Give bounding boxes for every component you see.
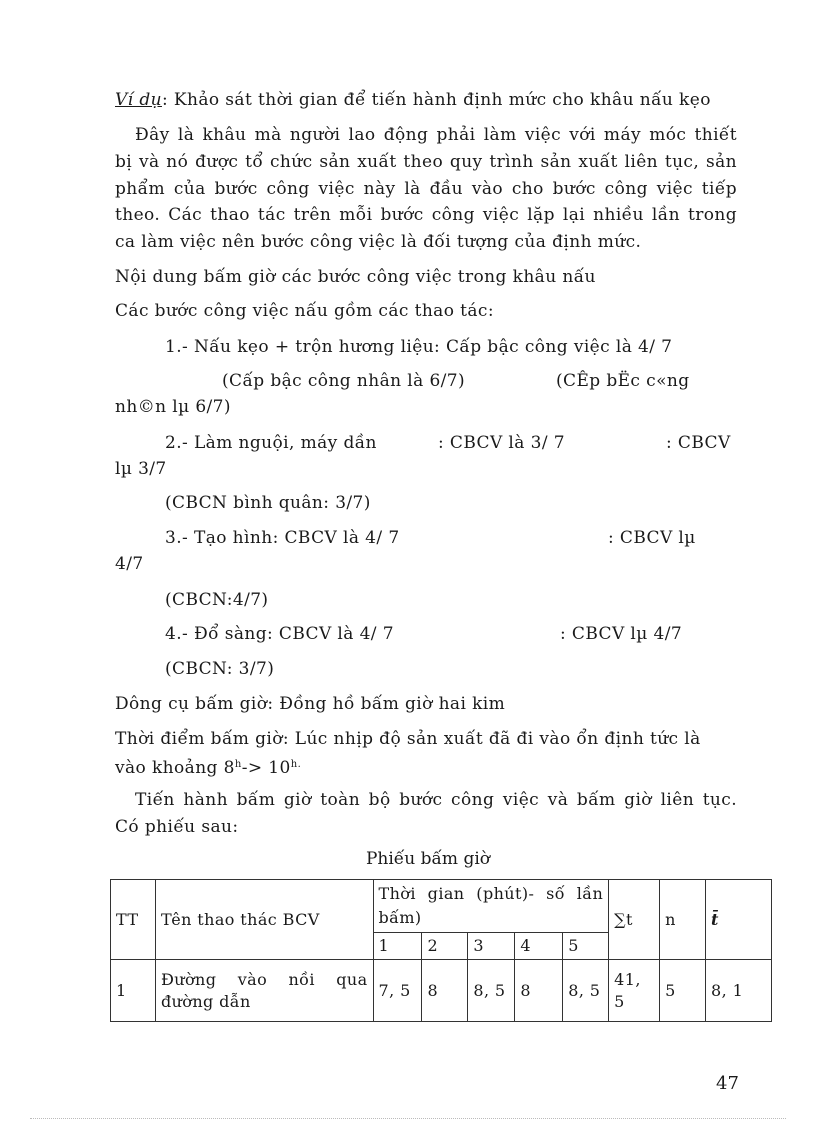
footer-divider [30, 1118, 786, 1119]
table-caption: Phiếu bấm giờ [365, 849, 490, 869]
step-3-sub: (CBCN:4/7) [165, 590, 269, 610]
step-2: 2.- Làm nguội, máy dần [165, 433, 377, 453]
step-1-garbled: (CÊp bËc c«ng [556, 371, 690, 391]
section-heading: Nội dung bấm giờ các bước công việc trong khâu nấu [115, 267, 596, 287]
cell-v4: 8 [515, 960, 563, 1022]
step-4-sub: (CBCN: 3/7) [165, 659, 275, 679]
example-text: : Khảo sát thời gian để tiến hành định mức cho khâu nấu kẹo [161, 90, 711, 110]
paragraph-line: ca làm việc nên bước công việc là đối tượng của định mức. [115, 232, 642, 252]
subheader-cell: 4 [515, 933, 563, 960]
proceed-line: Tiến hành bấm giờ toàn bộ bước công việc và bấm giờ liên tục. [135, 790, 737, 810]
proceed-line: Có phiếu sau: [115, 817, 239, 837]
step-1: 1.- Nấu kẹo + trộn hương liệu: Cấp bậc công việc là 4/ 7 [165, 337, 673, 357]
section-heading: Các bước công việc nấu gồm các thao tác: [115, 301, 494, 321]
cell-name: Đường vào nồi qua đường dẫn [155, 960, 373, 1022]
timing-table [110, 879, 772, 1022]
step-4-garbled: : CBCV lµ 4/7 [560, 624, 683, 644]
step-2-garbled: : CBCV [666, 433, 731, 453]
cell-sum: 41, 5 [609, 960, 660, 1022]
subheader-cell: 3 [468, 933, 515, 960]
paragraph-line: theo. Các thao tác trên mỗi bước công việc lặp lại nhiều lần trong [115, 205, 737, 225]
paragraph-line: bị và nó được tổ chức sản xuất theo quy trình sản xuất liên tục, sản [115, 152, 737, 172]
subheader-cell: 5 [563, 933, 609, 960]
time-line: Thời điểm bấm giờ: Lúc nhịp độ sản xuất đã đi vào ổn định tức là [115, 729, 701, 749]
cell-v3: 8, 5 [468, 960, 515, 1022]
table-row [111, 960, 772, 1022]
step-2-cbcv: : CBCV là 3/ 7 [438, 433, 565, 453]
step-4: 4.- Đổ sàng: CBCV là 4/ 7 [165, 624, 394, 644]
subheader-cell: 1 [373, 933, 422, 960]
time-text: -> 10 [241, 758, 291, 778]
page-number: 47 [716, 1073, 739, 1094]
header-avg: t̄ [706, 880, 772, 960]
example-label: Ví dụ [115, 90, 162, 110]
subheader-cell: 2 [422, 933, 468, 960]
step-3: 3.- Tạo hình: CBCV là 4/ 7 [165, 528, 400, 548]
step-3-garbled-cont: 4/7 [115, 554, 144, 574]
cell-v1: 7, 5 [373, 960, 422, 1022]
header-time: Thời gian (phút)- số lần bấm) [373, 880, 609, 933]
header-sum: ∑t [609, 880, 660, 960]
cell-v5: 8, 5 [563, 960, 609, 1022]
tool-line: Dông cụ bấm giờ: Đồng hồ bấm giờ hai kim [115, 694, 506, 714]
step-2-sub: (CBCN bình quân: 3/7) [165, 493, 371, 513]
header-name: Tên thao thác BCV [155, 880, 373, 960]
cell-v2: 8 [422, 960, 468, 1022]
time-line-2 [115, 755, 301, 778]
paragraph-line: Đây là khâu mà người lao động phải làm việc với máy móc thiết [135, 125, 737, 145]
step-1-garbled-cont: nh©n lµ 6/7) [115, 397, 231, 417]
step-3-garbled: : CBCV lµ [608, 528, 696, 548]
step-1-sub: (Cấp bậc công nhân là 6/7) [222, 371, 466, 391]
table-header-row [111, 880, 772, 933]
time-sup: h. [290, 759, 302, 770]
header-tt: TT [111, 880, 156, 960]
cell-tt: 1 [111, 960, 156, 1022]
header-n: n [660, 880, 706, 960]
cell-n: 5 [660, 960, 706, 1022]
paragraph-line: phẩm của bước công việc này là đầu vào cho bước công việc tiếp [115, 179, 737, 199]
example-line [115, 90, 711, 110]
time-text: vào khoảng 8 [115, 758, 235, 778]
step-2-garbled-cont: lµ 3/7 [115, 459, 167, 479]
cell-avg: 8, 1 [706, 960, 772, 1022]
time-sup: h [234, 759, 242, 770]
